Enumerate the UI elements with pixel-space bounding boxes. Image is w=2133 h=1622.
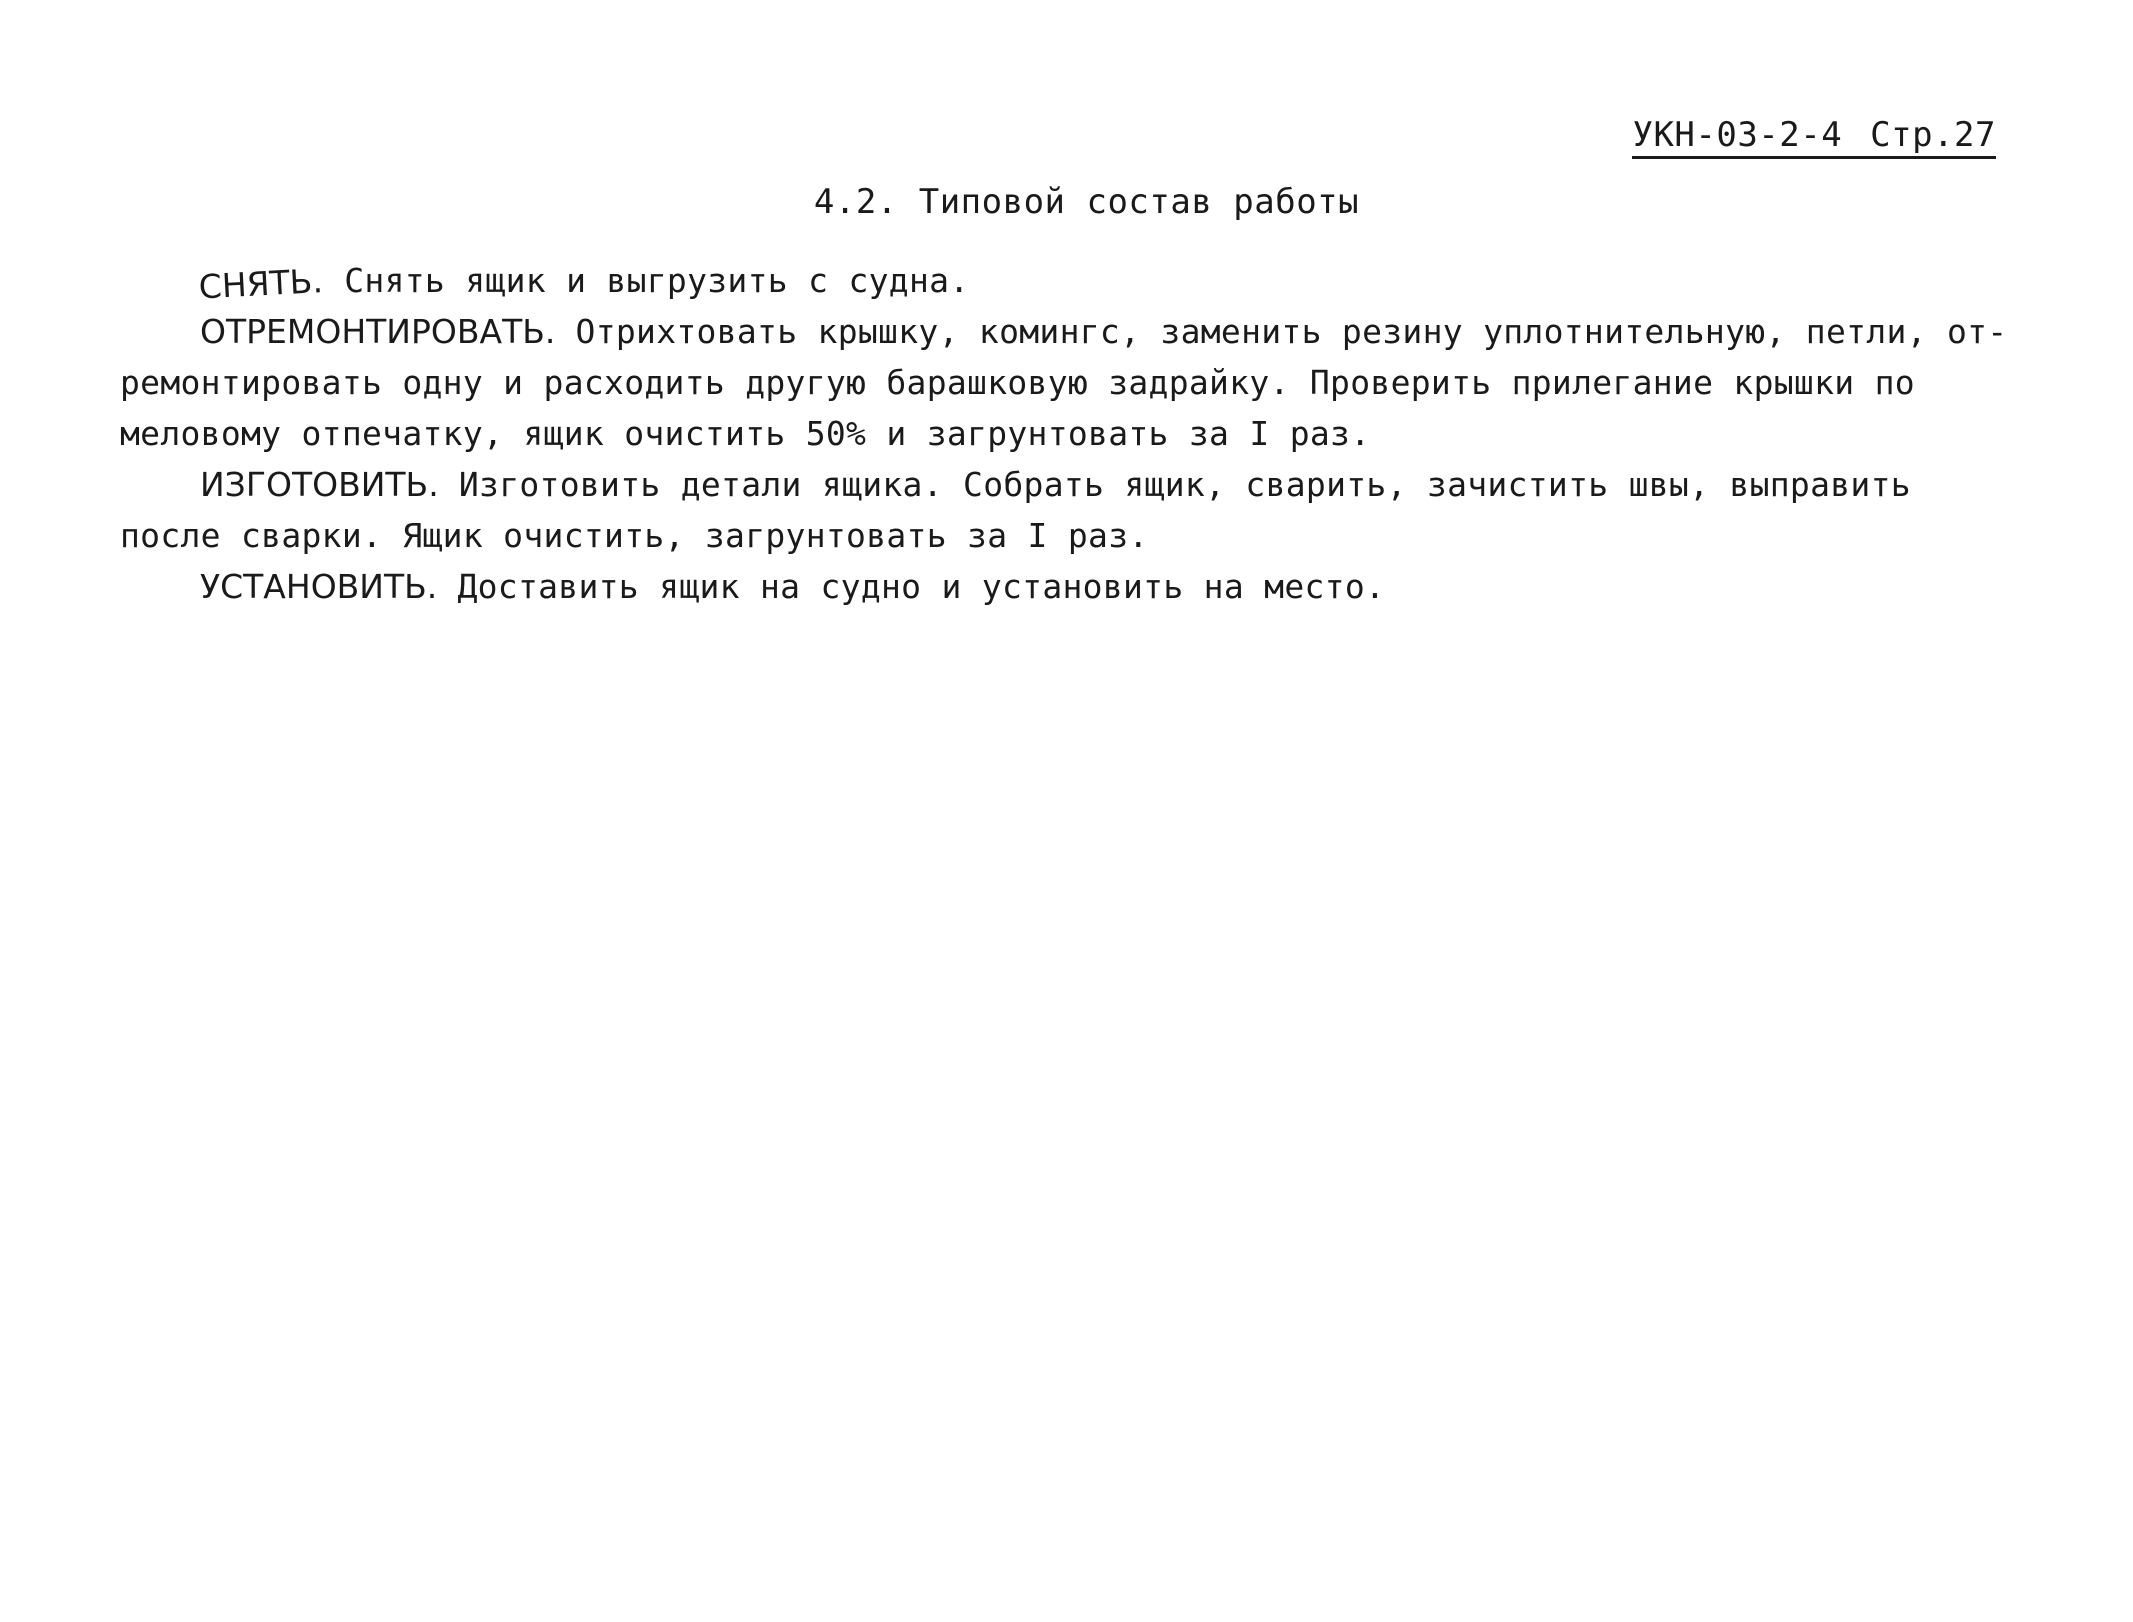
- paragraph-line: Изготовить детали ящика. Собрать ящик, сварить, зачистить швы, выправить: [458, 465, 1911, 504]
- paragraph-keyword: УСТАНОВИТЬ.: [200, 567, 438, 606]
- paragraph-line: Отрихтовать крышку, комингс, заменить резину уплотнительную, петли, от-: [575, 312, 2008, 351]
- document-code-header: [1632, 116, 1996, 159]
- paragraph-line: ремонтировать одну и расходить другую барашковую задрайку. Проверить прилегание крышки по: [120, 363, 1915, 402]
- paragraph-manufacture-cont: [120, 510, 2000, 561]
- paragraph-line: после сварки. Ящик очистить, загрунтовать за I раз.: [120, 516, 1149, 555]
- paragraph-keyword: ИЗГОТОВИТЬ.: [200, 465, 439, 504]
- document-code: УКН-03-2-4: [1632, 115, 1843, 155]
- paragraph-remove: [120, 255, 2000, 306]
- paragraph-line: Доставить ящик на судно и установить на место.: [457, 567, 1386, 606]
- paragraph-manufacture: [120, 459, 2000, 510]
- paragraph-line: меловому отпечатку, ящик очистить 50% и загрунтовать за I раз.: [120, 414, 1371, 453]
- paragraph-keyword: ОТРЕМОНТИРОВАТЬ.: [200, 312, 556, 351]
- section-title: 4.2. Типовой состав работы: [813, 182, 1360, 222]
- paragraph-line: Снять ящик и выгрузить с судна.: [344, 261, 970, 300]
- page-number-label: Стр.27: [1870, 115, 1996, 155]
- paragraph-repair-cont: [120, 357, 2000, 408]
- paragraph-keyword: СНЯТЬ.: [197, 261, 324, 307]
- work-description: [120, 255, 2008, 612]
- paragraph-repair-cont: [120, 408, 2000, 459]
- paragraph-repair: [120, 306, 2008, 357]
- paragraph-install: [120, 561, 2000, 612]
